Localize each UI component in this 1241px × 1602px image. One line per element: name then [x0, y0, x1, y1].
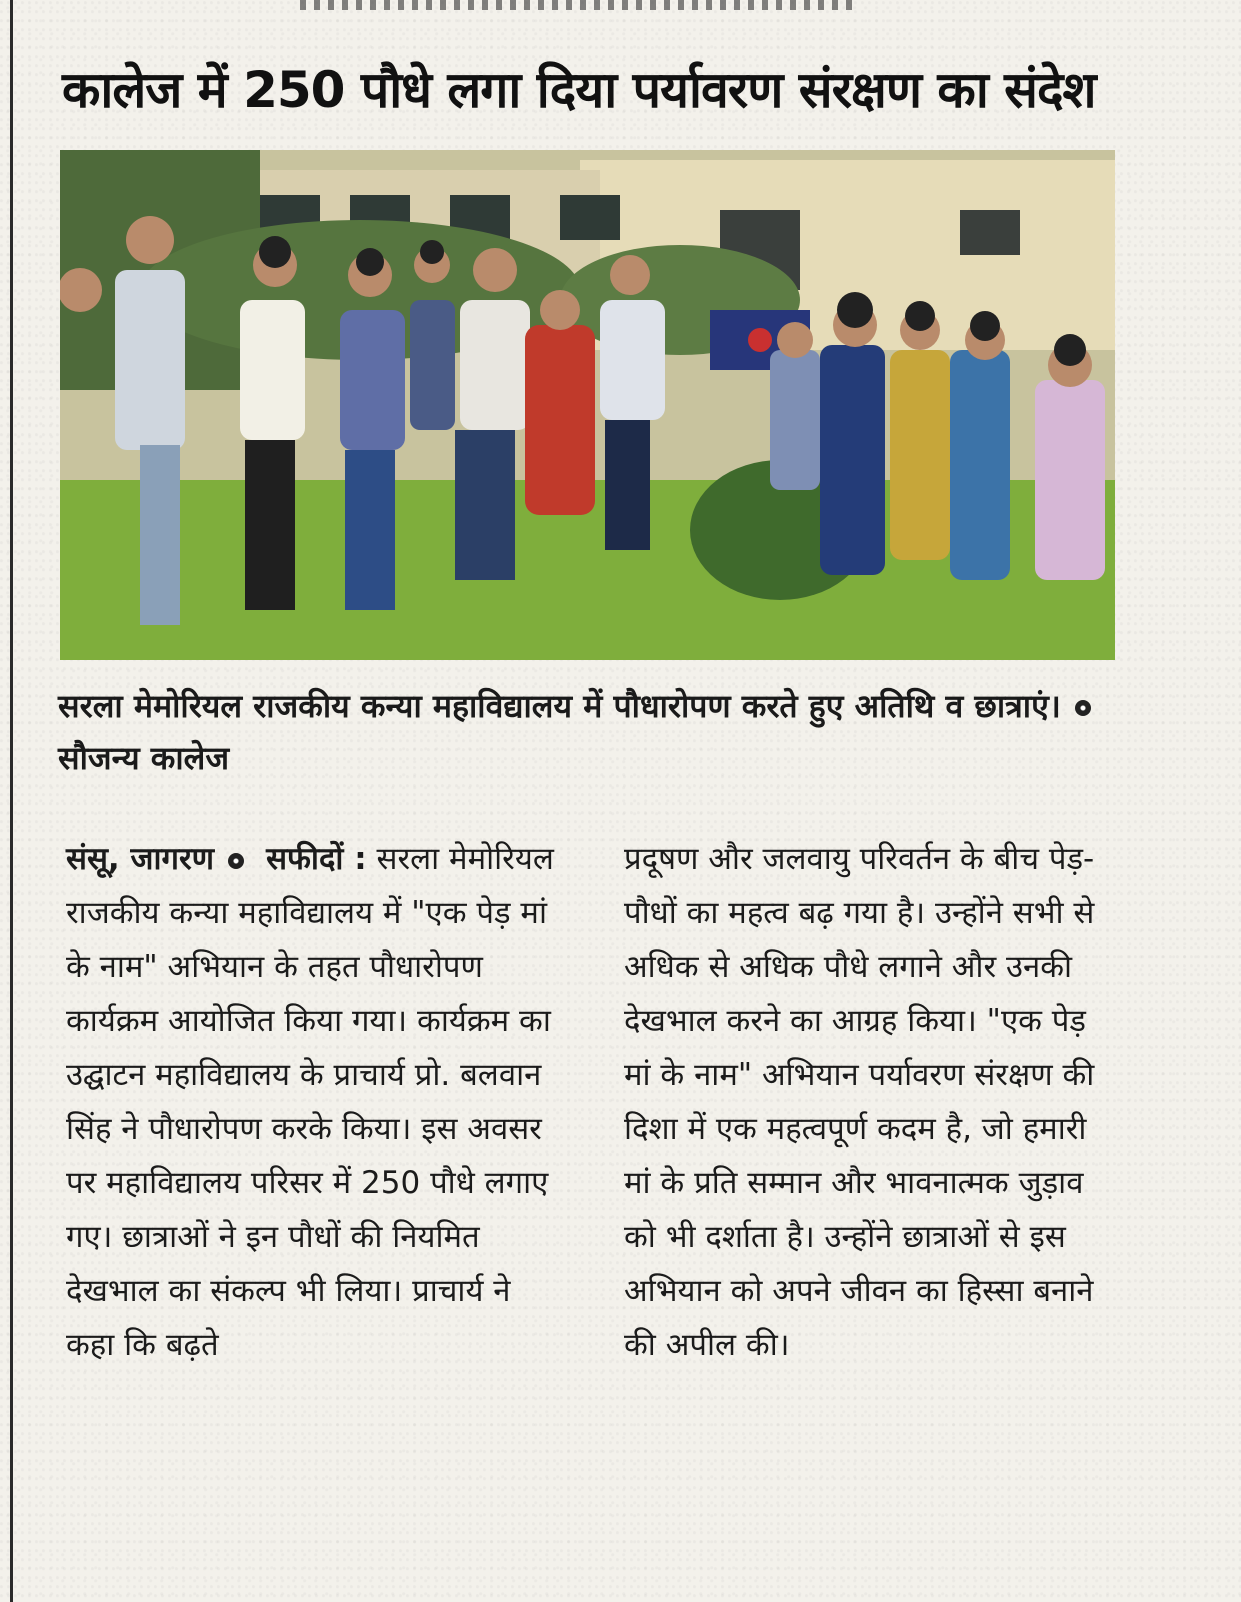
bullet-icon: [1075, 700, 1091, 716]
bullet-icon: [228, 853, 244, 869]
column-rule: [10, 0, 13, 1602]
body-text-left: सरला मेमोरियल राजकीय कन्या महाविद्यालय में "एक पेड़ मां के नाम" अभियान के तहत पौधारोपण कार्यक्रम आयोजित किया गया। कार्यक्रम का उद्घाटन महाविद्यालय के प्राचार्य प्रो. बलवान सिंह ने पौधारोपण करके किया। इस अवसर पर महाविद्यालय परिसर में 250 पौधे लगाए गए। छात्राओं ने इन पौधों की नियमित देखभाल का संकल्प भी लिया। प्राचार्य ने कहा कि बढ़ते: [66, 841, 554, 1363]
photo-credit: सौजन्य कालेज: [58, 739, 230, 777]
photo-caption: [58, 680, 1128, 784]
article-column-left: [66, 832, 566, 1372]
cut-off-text-strip: [300, 0, 860, 10]
dateline-place: सफीदों :: [266, 841, 367, 877]
dateline-agency: संसू, जागरण: [66, 841, 215, 877]
body-text-right: प्रदूषण और जलवायु परिवर्तन के बीच पेड़-पौधों का महत्व बढ़ गया है। उन्होंने सभी से अधिक से अधिक पौधे लगाने और उनकी देखभाल करने का आग्रह किया। "एक पेड़ मां के नाम" अभियान पर्यावरण संरक्षण की दिशा में एक महत्वपूर्ण कदम है, जो हमारी मां के प्रति सम्मान और भावनात्मक जुड़ाव को भी दर्शाता है। उन्होंने छात्राओं से इस अभियान को अपने जीवन का हिस्सा बनाने की अपील की।: [624, 841, 1095, 1363]
headline: कालेज में 250 पौधे लगा दिया पर्यावरण संरक्षण का संदेश: [62, 61, 1096, 119]
news-photo: [60, 150, 1115, 660]
article-paragraph-left: [66, 832, 566, 1372]
group-photo-icon: [60, 150, 1115, 660]
caption-text: सरला मेमोरियल राजकीय कन्या महाविद्यालय में पौधारोपण करते हुए अतिथि व छात्राएं।: [58, 687, 1061, 725]
article-column-right: [624, 832, 1114, 1372]
